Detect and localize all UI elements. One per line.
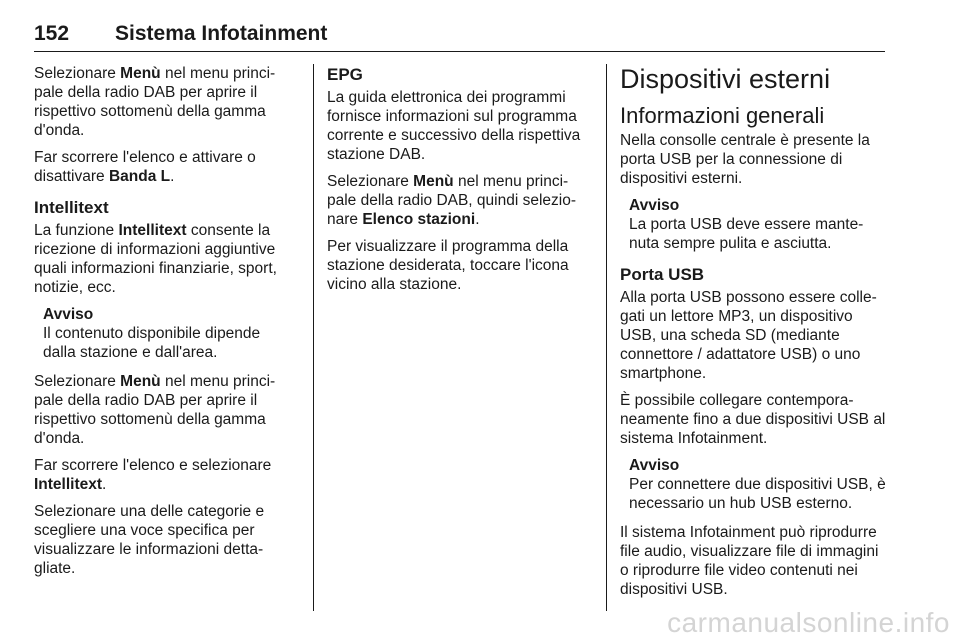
- column-1: [34, 64, 296, 586]
- note-text: La porta USB deve essere mante-nuta sempre pulita e asciutta.: [629, 216, 864, 252]
- paragraph: Il sistema Infotainment può riprodurre file audio, visualizzare file di immagini o riprodurre file video contenuti nei dispositivi USB.: [620, 524, 879, 598]
- paragraph: La funzione Intellitext consente la ricezione di informazioni aggiuntive quali informazioni finanziarie, sport, notizie, ecc.: [34, 222, 277, 296]
- section-heading-porta-usb: Porta USB: [620, 265, 705, 284]
- note-title: Avviso: [629, 197, 680, 214]
- section-heading-intellitext: Intellitext: [34, 198, 109, 217]
- paragraph: La guida elettronica dei programmi fornisce informazioni sul programma corrente e successivo della rispettiva stazione DAB.: [327, 89, 581, 163]
- paragraph: Far scorrere l'elenco e selezionare Intellitext.: [34, 457, 272, 493]
- paragraph: Nella consolle centrale è presente la porta USB per la connessione di dispositivi esterni.: [620, 132, 870, 187]
- paragraph: Selezionare Menù nel menu princi-pale della radio DAB per aprire il rispettivo sottomenù della gamma d'onda.: [34, 65, 276, 139]
- note-text: Il contenuto disponibile dipende dalla stazione e dall'area.: [43, 325, 261, 361]
- subchapter-heading: Informazioni generali: [620, 103, 825, 128]
- header-rule: [34, 51, 885, 52]
- note-title: Avviso: [43, 306, 94, 323]
- paragraph: È possibile collegare contempora-neamente fino a due dispositivi USB al sistema Infotainment.: [620, 392, 886, 447]
- column-2: [327, 64, 593, 302]
- note-text: Per connettere due dispositivi USB, è necessario un hub USB esterno.: [629, 476, 886, 512]
- paragraph: Selezionare una delle categorie e scegliere una voce specifica per visualizzare le informazioni detta-gliate.: [34, 503, 265, 577]
- chapter-heading: Dispositivi esterni: [620, 64, 831, 94]
- section-heading-epg: EPG: [327, 65, 363, 84]
- column-divider-2: [606, 64, 607, 611]
- paragraph: Alla porta USB possono essere colle-gati un lettore MP3, un dispositivo USB, una scheda SD (mediante connettore / adattatore USB) o uno smartphone.: [620, 289, 877, 382]
- paragraph: Per visualizzare il programma della stazione desiderata, toccare l'icona vicino alla stazione.: [327, 238, 569, 293]
- paragraph: Far scorrere l'elenco e attivare o disattivare Banda L.: [34, 149, 256, 185]
- note-box: [629, 456, 888, 513]
- column-3: [620, 64, 888, 607]
- column-divider-1: [313, 64, 314, 611]
- page-header: [34, 22, 885, 50]
- note-box: [43, 305, 296, 362]
- paragraph: Selezionare Menù nel menu princi-pale della radio DAB per aprire il rispettivo sottomenù della gamma d'onda.: [34, 373, 276, 447]
- watermark: carmanualsonline.info: [667, 607, 950, 638]
- running-title: Sistema Infotainment: [115, 22, 328, 45]
- note-title: Avviso: [629, 457, 680, 474]
- page-number: 152: [34, 22, 70, 45]
- paragraph: Selezionare Menù nel menu princi-pale della radio DAB, quindi selezio-nare Elenco stazioni.: [327, 173, 577, 228]
- note-box: [629, 196, 888, 253]
